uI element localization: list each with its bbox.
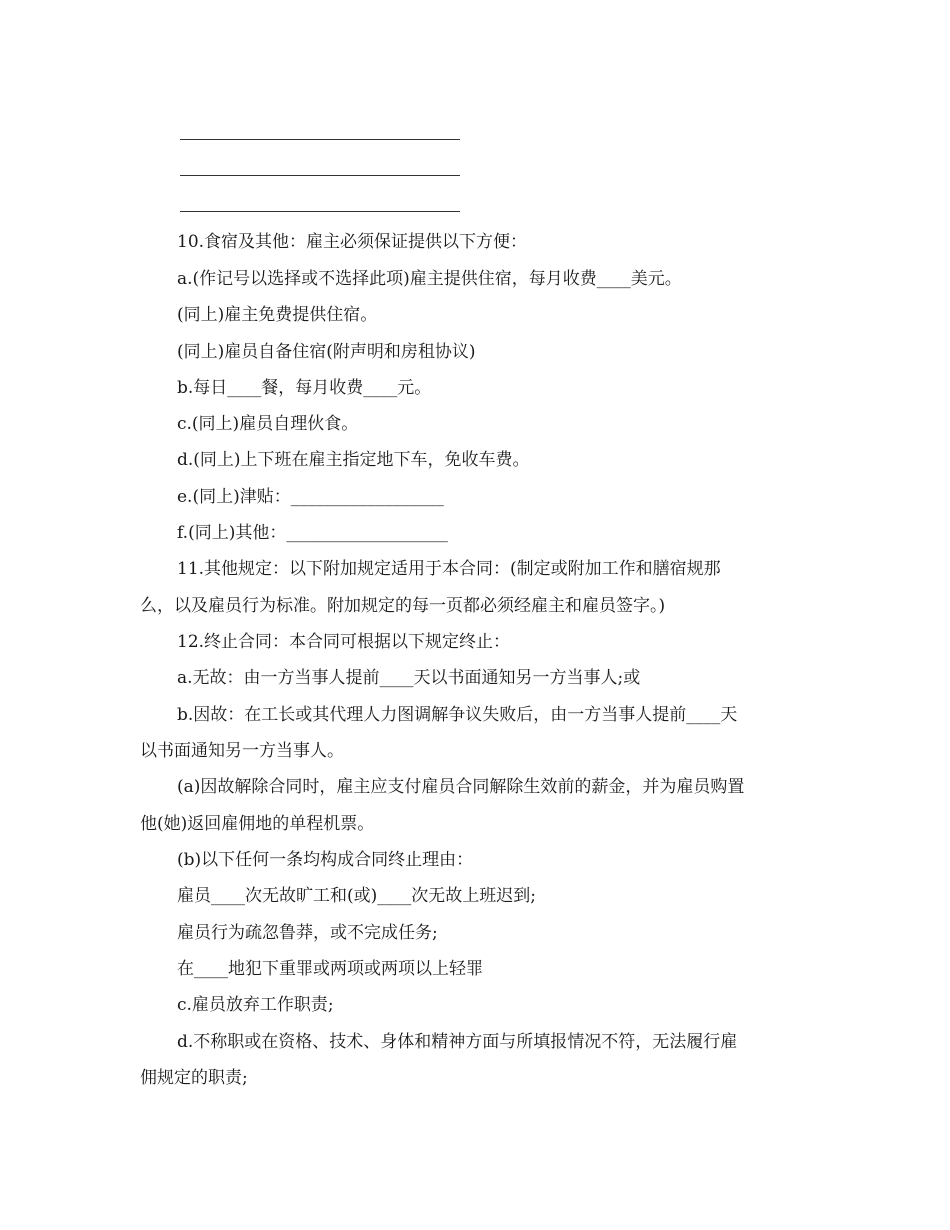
clause-10a: a.(作记号以选择或不选择此项)雇主提供住宿，每月收费____美元。	[177, 269, 682, 289]
fill-in-line	[180, 211, 460, 212]
fill-in-line	[180, 139, 460, 140]
clause-11-line2: 么，以及雇员行为标准。附加规定的每一页都必须经雇主和雇员签字。)	[140, 596, 666, 616]
clause-12b-a-line1: (a)因故解除合同时，雇主应支付雇员合同解除生效前的薪金，并为雇员购置	[177, 777, 745, 797]
clause-10e: e.(同上)津贴：__________________	[177, 487, 444, 507]
fill-in-line	[180, 175, 460, 176]
clause-10d: d.(同上)上下班在雇主指定地下车，免收车费。	[177, 450, 530, 470]
clause-12a: a.无故：由一方当事人提前____天以书面通知另一方当事人;或	[177, 668, 641, 688]
reason-negligence: 雇员行为疏忽鲁莽，或不完成任务;	[177, 923, 438, 943]
clause-10a-option-free: (同上)雇主免费提供住宿。	[177, 305, 378, 325]
clause-12b-a-line2: 他(她)返回雇佣地的单程机票。	[140, 814, 375, 834]
reason-crime: 在____地犯下重罪或两项或两项以上轻罪	[177, 959, 483, 979]
clause-12b-line2: 以书面通知另一方当事人。	[140, 741, 344, 761]
clause-11-line1: 11.其他规定：以下附加规定适用于本合同：(制定或附加工作和膳宿规那	[177, 559, 721, 579]
clause-12d-line1: d.不称职或在资格、技术、身体和精神方面与所填报情况不符，无法履行雇	[177, 1032, 738, 1052]
reason-absence: 雇员____次无故旷工和(或)____次无故上班迟到;	[177, 886, 536, 906]
clause-12c: c.雇员放弃工作职责;	[177, 995, 334, 1015]
clause-10c: c.(同上)雇员自理伙食。	[177, 414, 359, 434]
clause-10b: b.每日____餐，每月收费____元。	[177, 378, 432, 398]
clause-10a-option-self: (同上)雇员自备住宿(附声明和房租协议)	[177, 342, 476, 362]
clause-10-heading: 10.食宿及其他：雇主必须保证提供以下方便：	[177, 232, 528, 252]
clause-10f: f.(同上)其他：___________________	[177, 523, 448, 543]
clause-12b-line1: b.因故：在工长或其代理人力图调解争议失败后，由一方当事人提前____天	[177, 705, 738, 725]
clause-12d-line2: 佣规定的职责;	[140, 1068, 248, 1088]
clause-12b-b: (b)以下任何一条均构成合同终止理由：	[177, 850, 474, 870]
clause-12-heading: 12.终止合同：本合同可根据以下规定终止：	[177, 632, 511, 652]
